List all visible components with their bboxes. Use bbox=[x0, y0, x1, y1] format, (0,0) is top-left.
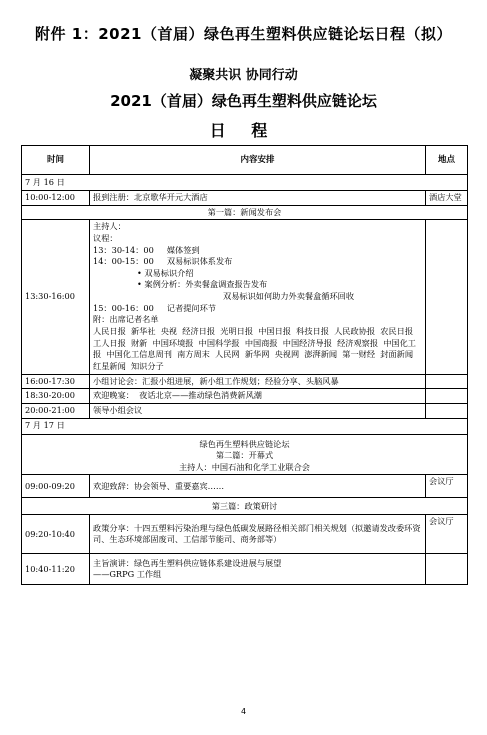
table-row bbox=[22, 374, 468, 389]
day-label: 7 月 16 日 bbox=[22, 175, 468, 191]
slogan: 凝聚共识 协同行动 bbox=[189, 68, 298, 83]
agenda-item: 15：00-16：00 记者提问环节 bbox=[93, 302, 216, 313]
forum-section bbox=[22, 434, 468, 475]
column-header-time: 时间 bbox=[22, 146, 90, 175]
content-cell bbox=[90, 220, 426, 374]
table-row bbox=[22, 475, 468, 498]
reporter-list-title: 附：出席记者名单 bbox=[93, 314, 159, 325]
agenda-line: 议程： bbox=[93, 232, 118, 243]
time-cell: 10:40-11:20 bbox=[22, 554, 90, 585]
reporter-list: 人民日报 新华社 央视 经济日报 光明日报 中国日报 科技日报 人民政协报 农民日报 工人日报 财新 中国环境报 中国科学报 中国商报 中国经济导报 经济观察报 中国化工报 中国化工信息周刊 南方周末 人民网 新华网 央视网 澎湃新闻 第一财经 封面新闻 红星新闻 知识分子 bbox=[93, 326, 419, 371]
schedule-table bbox=[21, 145, 468, 585]
content-cell: 政策分享：十四五塑料污染治理与绿色低碳发展路径相关部门相关规划（拟邀请发改委环资司、生态环境部固废司、工信部节能司、商务部等） bbox=[90, 515, 426, 554]
time-cell: 16:00-17:30 bbox=[22, 374, 90, 389]
time-cell: 10:00-12:00 bbox=[22, 191, 90, 206]
day-row bbox=[22, 418, 468, 434]
content-cell: 欢迎晚宴： 夜话北京——推动绿色消费新风潮 bbox=[90, 389, 426, 404]
forum-name: 绿色再生塑料供应链论坛 bbox=[199, 438, 290, 449]
host-line: 主持人：中国石油和化学工业联合会 bbox=[178, 461, 310, 472]
time-cell: 09:00-09:20 bbox=[22, 475, 90, 498]
content-cell: 报到注册：北京歌华开元大酒店 bbox=[90, 191, 426, 206]
column-header-place: 地点 bbox=[426, 146, 468, 175]
place-cell bbox=[426, 374, 468, 389]
section-row bbox=[22, 498, 468, 515]
table-row bbox=[22, 389, 468, 404]
page-number: 4 bbox=[240, 707, 247, 716]
place-cell: 会议厅 bbox=[426, 515, 468, 554]
content-cell bbox=[90, 554, 426, 585]
section-title: 第一篇：新闻发布会 bbox=[22, 205, 468, 220]
forum-title: 2021（首届）绿色再生塑料供应链论坛 bbox=[110, 92, 377, 110]
place-cell bbox=[426, 554, 468, 585]
section-title: 第三篇：政策研讨 bbox=[22, 498, 468, 515]
day-row bbox=[22, 175, 468, 191]
content-cell: 领导小组会议 bbox=[90, 403, 426, 418]
attachment-title: 附件 1：2021（首届）绿色再生塑料供应链论坛日程（拟） bbox=[35, 25, 452, 43]
place-cell bbox=[426, 389, 468, 404]
section-row bbox=[22, 434, 468, 475]
keynote-speaker: ——GRPG 工作组 bbox=[93, 569, 162, 580]
table-row bbox=[22, 403, 468, 418]
agenda-bullet: • 双易标识介绍 bbox=[137, 267, 194, 278]
time-cell: 18:30-20:00 bbox=[22, 389, 90, 404]
place-cell bbox=[426, 403, 468, 418]
place-cell bbox=[426, 220, 468, 374]
section-row bbox=[22, 205, 468, 220]
time-cell: 09:20-10:40 bbox=[22, 515, 90, 554]
table-row bbox=[22, 220, 468, 374]
section-title: 第二篇：开幕式 bbox=[215, 450, 274, 461]
column-header-content: 内容安排 bbox=[90, 146, 426, 175]
time-cell: 20:00-21:00 bbox=[22, 403, 90, 418]
table-row bbox=[22, 515, 468, 554]
content-cell: 小组讨论会：汇报小组进展，新小组工作规划；经验分享、头脑风暴 bbox=[90, 374, 426, 389]
host-line: 主持人： bbox=[93, 221, 126, 232]
table-row bbox=[22, 554, 468, 585]
place-cell: 酒店大堂 bbox=[426, 191, 468, 206]
keynote-line: 主旨演讲：绿色再生塑料供应链体系建设进展与展望 bbox=[93, 557, 282, 568]
agenda-bullet-cont: 双易标识如何助力外卖餐盒循环回收 bbox=[223, 291, 355, 302]
day-label: 7 月 17 日 bbox=[22, 418, 468, 434]
time-cell: 13:30-16:00 bbox=[22, 220, 90, 374]
agenda-item: 13：30-14：00 媒体签到 bbox=[93, 244, 200, 255]
content-cell: 欢迎致辞：协会领导、重要嘉宾…… bbox=[90, 475, 426, 498]
place-cell: 会议厅 bbox=[426, 475, 468, 498]
agenda-bullet: • 案例分析：外卖餐盒调查报告发布 bbox=[137, 279, 268, 290]
agenda-item: 14：00-15：00 双易标识体系发布 bbox=[93, 256, 233, 267]
schedule-title: 日 程 bbox=[209, 121, 278, 140]
table-header-row bbox=[22, 146, 468, 175]
table-row bbox=[22, 191, 468, 206]
